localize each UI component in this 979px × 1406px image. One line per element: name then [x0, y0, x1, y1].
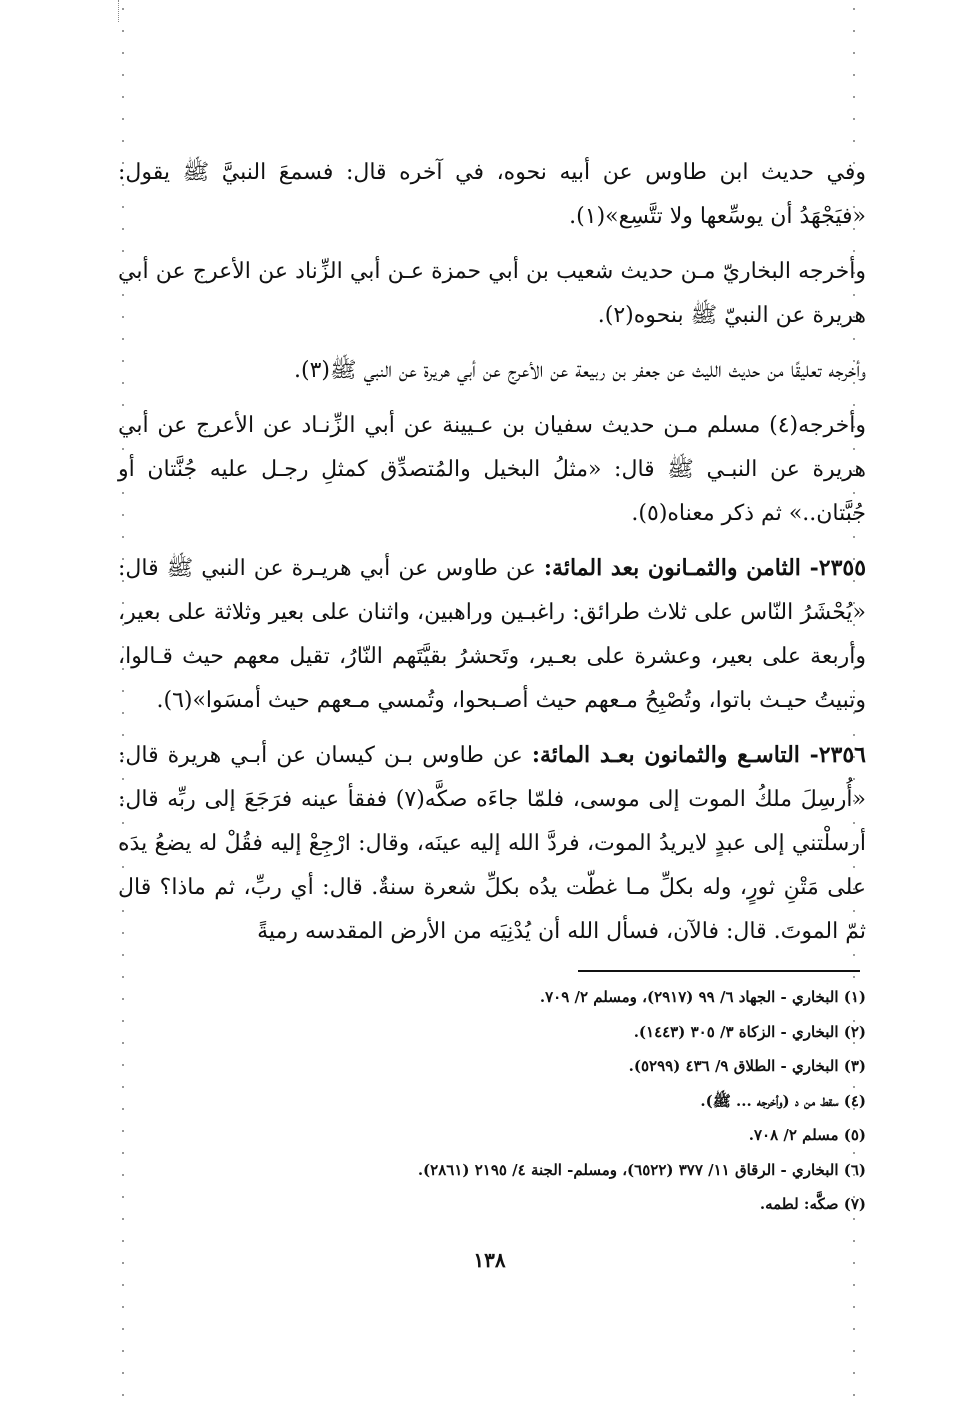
guide-dot	[122, 976, 124, 978]
guide-dot	[122, 1328, 124, 1330]
guide-dot	[853, 96, 855, 98]
paragraph-text: وأخرجه(٤) مسلم مـن حديث سفيان بن عـيينة عن أبي الزِّنـاد عن الأعرج عن أبي هريرة عن النبـي ﷺ قال: «مثلُ البخيل والمُتصدِّق كمثلِ رجـل عليه جُنَّتان أو جُبَّتان..» ثم ذكر معناه(٥).	[118, 413, 866, 526]
paragraph-1	[118, 150, 866, 239]
hadith-2356	[118, 733, 866, 954]
hadith-text: عن طاوس عن أبي هريـرة عن النبي ﷺ قال: «يُحْشَرُ النّاس على ثلاث طرائق: راغبـين وراهبين، واثنان على بعير وثلاثة على بعير، وأربعة على بعير، وعشرة على بعـير، وتَحشرُ بقيَّتَهم النّارُ، تقيل معهم حيث قـالوا، وتبيتُ حيـث باتوا، وتُصْبِحُ مـعهم حيث أصـبحوا، وتُمسي مـعهم حيث أمسَوا»(٦).	[118, 556, 866, 713]
guide-dot	[122, 118, 124, 120]
paragraph-3	[118, 348, 866, 393]
footnote-4: (٤) سقط من د (وأخرجه ... ﷺ).	[700, 1091, 866, 1110]
guide-dot	[853, 74, 855, 76]
footnote-separator	[578, 970, 860, 972]
guide-dot	[122, 52, 124, 54]
paragraph-2	[118, 249, 866, 338]
guide-dot	[122, 96, 124, 98]
guide-dot	[122, 1394, 124, 1396]
guide-dot	[853, 1394, 855, 1396]
guide-dot	[122, 140, 124, 142]
guide-dot	[853, 30, 855, 32]
paragraph-text: وأخرجه البخاريّ مـن حديث شعيب بن أبي حمزة عـن أبي الزِّناد عن الأعرج عن أبي هريرة عن النبيّ ﷺ بنحوه(٢).	[118, 259, 866, 328]
main-text	[118, 150, 866, 964]
paragraph-4	[118, 403, 866, 536]
guide-dot	[853, 1372, 855, 1374]
hadith-heading: - الثامن والثمـانون بعد المائة:	[543, 555, 819, 581]
footnote-7: (٧) صكَّه: لطمه.	[759, 1195, 866, 1213]
footnote-5: (٥) مسلم ٢/ ٧٠٨.	[748, 1126, 866, 1144]
hadith-2355	[118, 546, 866, 723]
guide-dot	[853, 1350, 855, 1352]
guide-dot	[853, 118, 855, 120]
paragraph-text: وفي حديث ابن طاوس عن أبيه نحوه، في آخره قال: فسمعَ النبيَّ ﷺ يقول: «فيَجْهَدُ أن يوسِّعها ولا تتَّسِع»(١).	[118, 160, 866, 229]
guide-dot	[853, 1328, 855, 1330]
guide-dot	[122, 1350, 124, 1352]
guide-dot	[853, 52, 855, 54]
footnote-6: (٦) البخاري - الرقاق ١١/ ٣٧٧ (٦٥٢٢)، ومسلم- الجنة ٤/ ٢١٩٥ (٢٨٦١).	[417, 1160, 866, 1179]
guide-dot	[853, 140, 855, 142]
footnote-2: (٢) البخاري - الزكاة ٣/ ٣٠٥ (١٤٤٣).	[633, 1022, 866, 1041]
hadith-text: عن طاوس بـن كيسان عن أبـي هريرة قال: «أُرسِلَ ملكُ الموت إلى موسى، فلمّا جاءَه صكَّه(٧) ففقأ عينه فرَجَعَ إلى ربِّه قال: أرسلْتني إلى عبدٍ لايريدُ الموت، فردَّ الله إليه عينَه، وقال: ارْجِعْ إليه فقُلْ له يضعُ يدَه على مَتْنِ ثورٍ، وله بكلِّ مـا غطّت يدُه بكلِّ شعرة سنةٌ. قال: أي ربِّ، ثم ماذا؟ قال ثمّ الموتَ. قال: فالآن، فسأل الله أن يُدْنِيَه من الأرض المقدسه رميةً	[118, 743, 866, 944]
guide-dot	[122, 1240, 124, 1242]
footnote-1: (١) البخاري - الجهاد ٦/ ٩٩ (٢٩١٧)، ومسلم ٢/ ٧٠٩.	[539, 988, 866, 1006]
footnotes	[118, 980, 866, 1222]
guide-dot	[122, 1284, 124, 1286]
guide-dot	[853, 8, 855, 10]
hadith-number: ٢٣٥٥	[818, 555, 867, 581]
hadith-number: ٢٣٥٦	[818, 742, 866, 768]
guide-dot	[853, 1284, 855, 1286]
guide-dot	[853, 1306, 855, 1308]
guide-dot	[122, 1306, 124, 1308]
guide-dot	[853, 976, 855, 978]
guide-dot	[853, 1240, 855, 1242]
paragraph-text: وأخرجه تعليقًا من حديث الليث عن جعفر بن ربيعة عن الأعرج عن أبي هريرة عن النبي ﷺ(٣).	[294, 358, 866, 383]
hadith-heading: - التاسـع والثمانون بعـد المائة:	[531, 742, 819, 768]
footnote-3: (٣) البخاري - الطلاق ٩/ ٤٣٦ (٥٢٩٩).	[628, 1057, 866, 1075]
guide-dot	[122, 74, 124, 76]
guide-dot	[122, 1372, 124, 1374]
guide-dot	[122, 8, 124, 10]
guide-dot	[122, 30, 124, 32]
page-number: ١٣٨	[473, 1248, 506, 1272]
